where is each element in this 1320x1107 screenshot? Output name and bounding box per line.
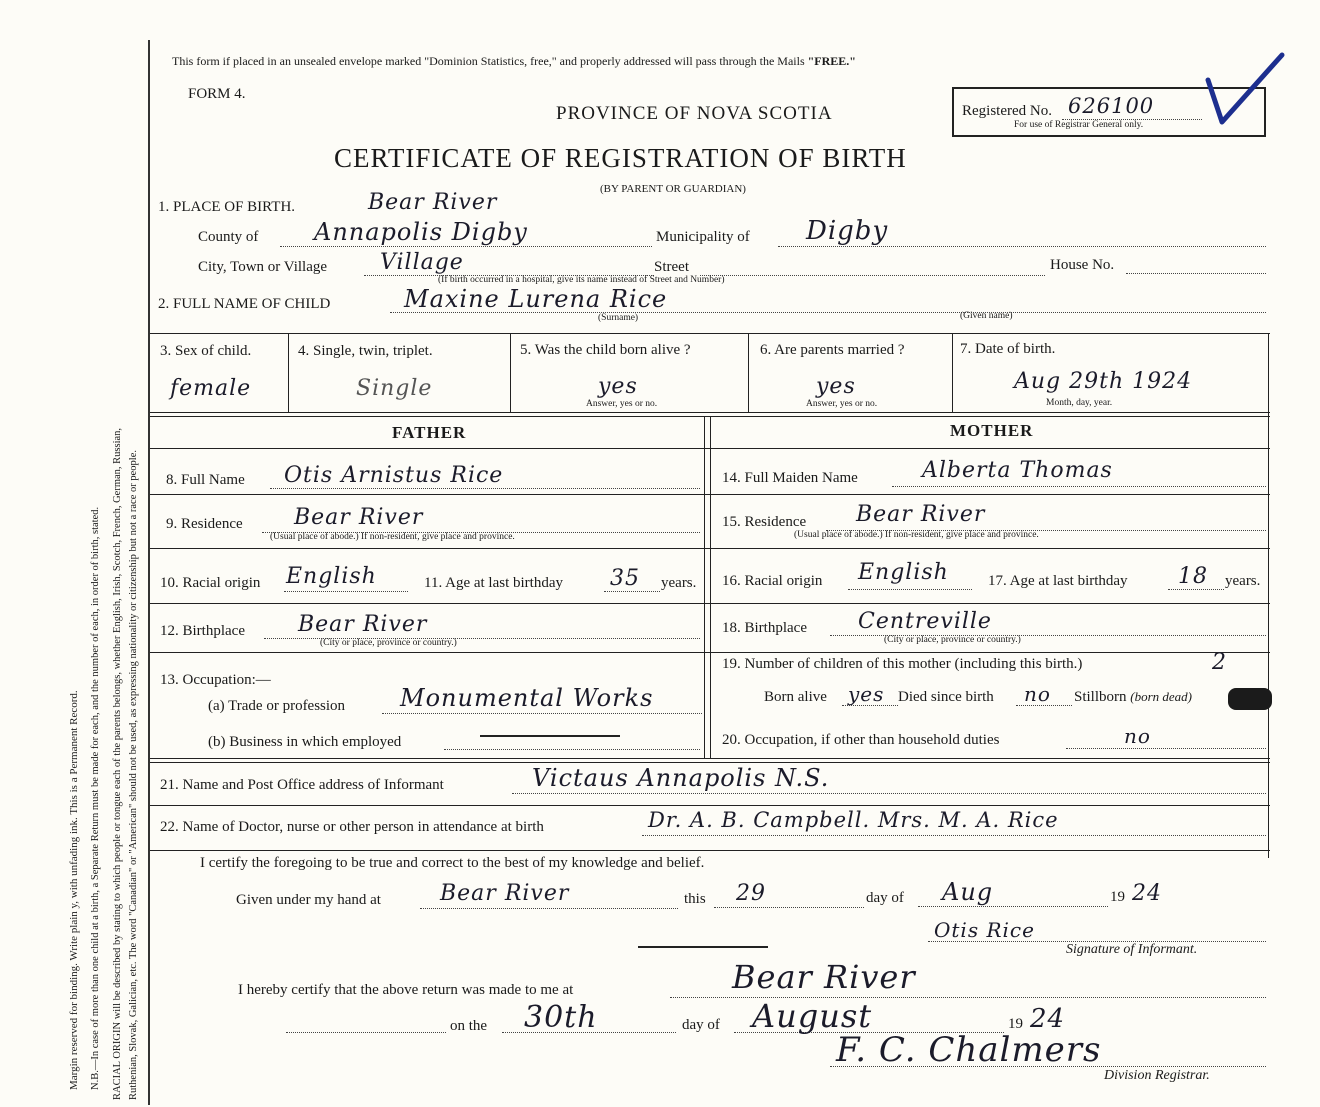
single-value: Single xyxy=(356,376,433,401)
father-birthplace-label: 12. Birthplace xyxy=(160,623,245,639)
registrar-only-note: For use of Registrar General only. xyxy=(1014,120,1144,130)
father-years: years. xyxy=(661,575,697,591)
margin-note-3: RACIAL ORIGIN will be described by stating to which people or tongue each of the parents belongs, whether English, Irish, Scotch, French, German, Russian, xyxy=(112,427,123,1100)
registered-no-label: Registered No. xyxy=(962,103,1052,119)
stillborn-scribble xyxy=(1228,688,1272,710)
place-of-birth-value: Bear River xyxy=(368,190,498,215)
given-month-value: Aug xyxy=(942,878,994,906)
father-age-label: 11. Age at last birthday xyxy=(424,575,563,591)
center-rule xyxy=(638,946,768,948)
doctor-label: 22. Name of Doctor, nurse or other person in attendance at birth xyxy=(160,819,544,835)
stillborn-note: (born dead) xyxy=(1130,689,1193,704)
registrar-signature: F. C. Chalmers xyxy=(836,1030,1102,1070)
father-occupation-label: 13. Occupation:— xyxy=(160,672,271,688)
municipality-label: Municipality of xyxy=(656,229,750,245)
city-value: Village xyxy=(380,250,464,275)
father-trade-label: (a) Trade or profession xyxy=(208,698,346,714)
born-alive-label: 5. Was the child born alive ? xyxy=(520,342,691,358)
born-alive-note: Answer, yes or no. xyxy=(586,399,658,409)
stillborn-label-text: Stillborn xyxy=(1074,689,1127,705)
mother-name-label: 14. Full Maiden Name xyxy=(722,470,858,486)
informant-signature: Otis Rice xyxy=(934,918,1035,942)
certificate-title: CERTIFICATE OF REGISTRATION OF BIRTH xyxy=(334,143,907,173)
county-label: County of xyxy=(198,229,259,245)
on-day-of-label: day of xyxy=(682,1017,720,1033)
mother-racial-value: English xyxy=(858,560,949,585)
given-year-prefix: 19 xyxy=(1110,889,1125,905)
died-since-birth-value: no xyxy=(1024,682,1051,706)
sex-label: 3. Sex of child. xyxy=(160,343,252,359)
day-of-label: day of xyxy=(866,890,904,906)
father-residence-value: Bear River xyxy=(294,505,424,530)
child-name-label: 2. FULL NAME OF CHILD xyxy=(158,296,331,312)
margin-rule xyxy=(148,40,150,1105)
date-of-birth-note: Month, day, year. xyxy=(1046,398,1113,408)
hospital-note: (If birth occurred in a hospital, give its name instead of Street and Number) xyxy=(438,275,725,285)
mother-occupation-label: 20. Occupation, if other than household duties xyxy=(722,732,1000,748)
mother-occupation-value: no xyxy=(1124,724,1151,748)
margin-note-4: Ruthenian, Slovak, Galician, etc. The word "Canadian" or "American" should not be used, as expressing nationality or citizenship but not a race or people. xyxy=(128,450,139,1100)
mail-notice-text: This form if placed in an unsealed envelope marked "Dominion Statistics, free," and properly addressed will pass through the Mails xyxy=(172,54,805,68)
city-label: City, Town or Village xyxy=(198,259,328,275)
father-birthplace-note: (City or place, province or country.) xyxy=(320,638,457,648)
on-month-value: August xyxy=(752,997,873,1035)
father-residence-note: (Usual place of abode.) If non-resident, give place and province. xyxy=(270,532,515,542)
mother-years: years. xyxy=(1225,573,1261,589)
parents-married-value: yes xyxy=(816,374,856,399)
return-made-place: Bear River xyxy=(732,958,916,996)
on-day-value: 30th xyxy=(524,1000,598,1035)
father-heading: FATHER xyxy=(392,423,467,442)
date-of-birth-label: 7. Date of birth. xyxy=(960,341,1056,357)
stillborn-label xyxy=(1074,689,1192,706)
mother-age-value: 18 xyxy=(1178,564,1208,589)
father-business-dash xyxy=(480,735,620,737)
registered-no-value: 626100 xyxy=(1068,94,1155,118)
margin-note-1: Margin reserved for binding. Write plain y, with unfading ink. This is a Permanent Record. xyxy=(68,690,80,1090)
mother-birthplace-label: 18. Birthplace xyxy=(722,620,807,636)
sex-value: female xyxy=(170,376,252,401)
on-the-label: on the xyxy=(450,1018,488,1034)
on-year-value: 24 xyxy=(1030,1004,1066,1034)
born-alive-count-label: Born alive xyxy=(764,689,827,705)
mother-children-value: 2 xyxy=(1212,650,1227,675)
given-place-value: Bear River xyxy=(440,881,570,906)
died-since-birth-label: Died since birth xyxy=(898,689,994,705)
certificate-subtitle: (BY PARENT OR GUARDIAN) xyxy=(600,183,746,195)
place-of-birth-label: 1. PLACE OF BIRTH. xyxy=(158,199,296,215)
division-registrar-label: Division Registrar. xyxy=(1104,1068,1210,1083)
mother-name-value: Alberta Thomas xyxy=(922,458,1113,483)
return-made-label: I hereby certify that the above return was made to me at xyxy=(238,982,574,998)
mother-birthplace-note: (City or place, province or country.) xyxy=(884,635,1021,645)
single-label: 4. Single, twin, triplet. xyxy=(298,343,433,359)
county-value: Annapolis Digby xyxy=(314,218,528,246)
father-residence-label: 9. Residence xyxy=(166,516,243,532)
mother-heading: MOTHER xyxy=(950,421,1034,440)
doctor-value: Dr. A. B. Campbell. Mrs. M. A. Rice xyxy=(648,808,1059,832)
certify-statement: I certify the foregoing to be true and correct to the best of my knowledge and belief. xyxy=(200,855,705,871)
father-trade-value: Monumental Works xyxy=(400,684,654,712)
born-alive-count-value: yes xyxy=(848,682,885,706)
house-no-label: House No. xyxy=(1050,257,1115,273)
father-birthplace-value: Bear River xyxy=(298,612,428,637)
province-heading: PROVINCE OF NOVA SCOTIA xyxy=(556,103,833,124)
father-business-label: (b) Business in which employed xyxy=(208,734,402,750)
mother-age-label: 17. Age at last birthday xyxy=(988,573,1128,589)
child-name-value: Maxine Lurena Rice xyxy=(404,285,668,313)
given-year-value: 24 xyxy=(1132,881,1162,906)
on-year-prefix: 19 xyxy=(1008,1016,1023,1032)
checkmark-icon xyxy=(1190,50,1290,130)
mother-residence-label: 15. Residence xyxy=(722,514,807,530)
father-name-label: 8. Full Name xyxy=(166,472,245,488)
form-number: FORM 4. xyxy=(188,86,246,102)
father-age-value: 35 xyxy=(610,566,640,591)
mail-notice xyxy=(172,54,856,69)
this-label: this xyxy=(684,891,706,907)
surname-note: (Surname) xyxy=(598,313,639,323)
mother-residence-value: Bear River xyxy=(856,502,986,527)
date-of-birth-value: Aug 29th 1924 xyxy=(1014,369,1193,394)
given-day-value: 29 xyxy=(736,881,766,906)
born-alive-value: yes xyxy=(598,374,638,399)
mother-residence-note: (Usual place of abode.) If non-resident, give place and province. xyxy=(794,530,1039,540)
informant-value: Victaus Annapolis N.S. xyxy=(532,764,830,792)
father-name-value: Otis Arnistus Rice xyxy=(284,463,504,488)
mother-birthplace-value: Centreville xyxy=(858,609,992,634)
mother-racial-label: 16. Racial origin xyxy=(722,573,823,589)
mail-notice-free: "FREE." xyxy=(807,54,856,68)
given-name-note: (Given name) xyxy=(960,311,1013,321)
street-label: Street xyxy=(654,259,689,275)
given-under-hand-label: Given under my hand at xyxy=(236,892,381,908)
informant-label: 21. Name and Post Office address of Informant xyxy=(160,777,444,793)
mother-children-label: 19. Number of children of this mother (including this birth.) xyxy=(722,656,1083,672)
parents-married-label: 6. Are parents married ? xyxy=(760,342,905,358)
father-racial-value: English xyxy=(286,564,377,589)
margin-note-2: N.B.—In case of more than one child at a birth, a Separate Return must be made for each, and the number of each, in order of birth, stated. xyxy=(90,506,101,1090)
municipality-value: Digby xyxy=(806,216,889,246)
parents-married-note: Answer, yes or no. xyxy=(806,399,878,409)
father-racial-label: 10. Racial origin xyxy=(160,575,261,591)
informant-signature-label: Signature of Informant. xyxy=(1066,942,1198,957)
